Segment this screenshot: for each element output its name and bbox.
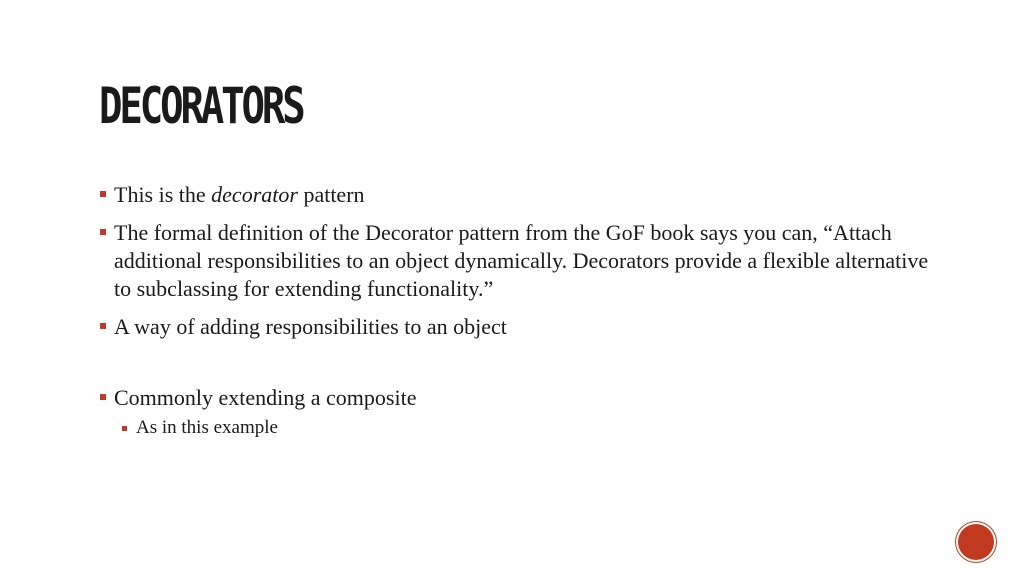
bullet-extending-composite [99,384,939,412]
bullet-square-icon [100,323,106,329]
bullet-text-pre: This is the [114,182,212,207]
bullet-text-post: pattern [297,182,365,207]
subbullet-example [99,416,939,440]
bullet-gof-definition [99,219,939,303]
bullet-text: The formal definition of the Decorator pattern from the GoF book says you can, “Attach additional responsibilities to an object dynamically. Decorators provide a flexible alternative to subclassing for extending functionality.” [114,220,929,301]
bullet-square-icon [100,191,106,197]
subbullet-text: As in this example [136,417,278,438]
bullet-decorator-pattern [99,181,939,209]
slide-number-circle-icon [958,524,994,560]
bullet-text: Commonly extending a composite [114,385,417,410]
bullet-adding-responsibilities [99,313,939,341]
bullet-text: A way of adding responsibilities to an object [114,314,507,339]
slide-title: DECORATORS [99,77,303,135]
bullet-text-emphasis: decorator [211,182,298,207]
bullet-square-icon [100,394,106,400]
subbullet-square-icon [122,426,127,431]
slide-content [99,181,939,440]
bullet-square-icon [100,229,106,235]
